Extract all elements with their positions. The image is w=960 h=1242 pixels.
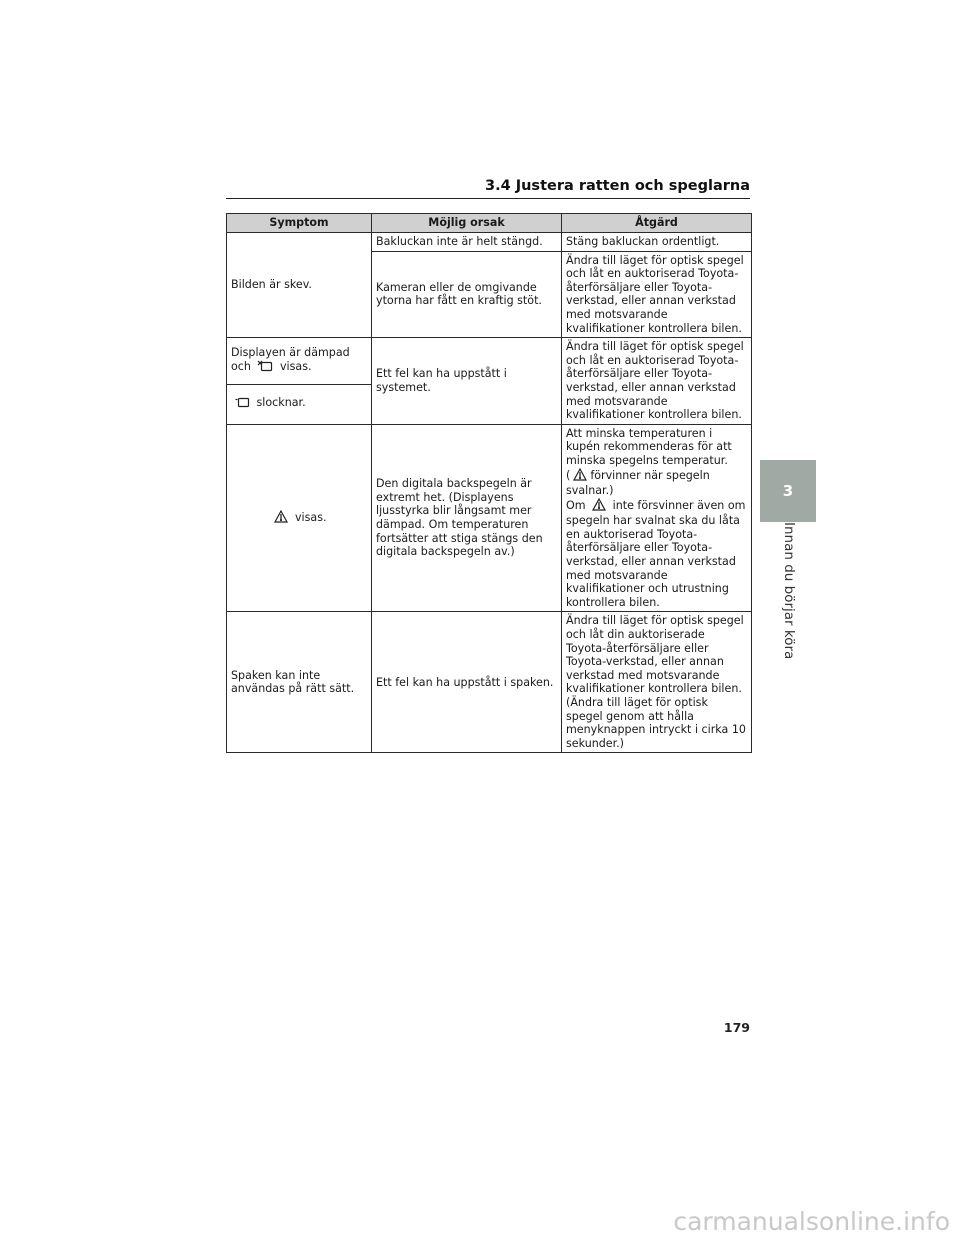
action-text: förvinner när spegeln svalnar.) <box>566 468 710 498</box>
high-temperature-warning-icon <box>274 510 288 527</box>
action-text: ( <box>566 468 571 482</box>
symptom-cell: Spaken kan inte användas på rätt sätt. <box>227 612 372 753</box>
chapter-side-label <box>760 522 816 660</box>
action-cell: Ändra till läget för optisk spegel och låt en auktoriserad Toyota-återförsäljare eller Toyota-verkstad, eller annan verkstad med motsvarande kvalifikationer kontrollera bilen. <box>562 338 752 425</box>
mirror-display-icon <box>234 396 250 412</box>
action-cell: Ändra till läget för optisk spegel och låt en auktoriserad Toyota-återförsäljare eller Toyota-verkstad, eller annan verkstad med motsvarande kvalifikationer kontrollera bilen. <box>562 251 752 338</box>
chapter-tab: 3 <box>760 460 816 522</box>
header-cause: Möjlig orsak <box>372 214 562 233</box>
cause-cell: Bakluckan inte är helt stängd. <box>372 233 562 252</box>
symptom-text: visas. <box>279 359 312 373</box>
section-divider <box>226 198 750 199</box>
symptom-cell <box>227 424 372 612</box>
high-temperature-warning-icon <box>592 498 606 515</box>
table-row <box>227 424 752 612</box>
troubleshooting-table <box>226 213 752 753</box>
action-text: Att minska temperaturen i kupén rekommenderas för att minska spegelns temperatur. <box>566 426 732 467</box>
watermark: carmanualsonline.info <box>673 1207 950 1236</box>
symptom-text: och <box>231 359 251 373</box>
action-text: inte försvinner även om spegeln har svalnat ska du låta en auktoriserad Toyota-återförsäljare eller Toyota-verkstad, eller annan verkstad med motsvarande kvalifikationer och utrustning kontrollera bilen. <box>566 498 746 609</box>
table-row <box>227 338 752 384</box>
header-symptom: Symptom <box>227 214 372 233</box>
cause-cell: Ett fel kan ha uppstått i systemet. <box>372 338 562 425</box>
symptom-text: Displayen är dämpad <box>231 346 350 360</box>
action-cell <box>562 424 752 612</box>
action-text: Om <box>566 498 586 512</box>
action-cell: Ändra till läget för optisk spegel och låt din auktoriserade Toyota-återförsäljare eller Toyota-verkstad, eller annan verkstad med motsvarande kvalifikationer kontrollera bilen. (Ändra till läget för optisk spegel genom att hålla menyknappen intryckt i cirka 10 sekunder.) <box>562 612 752 753</box>
cause-cell: Den digitala backspegeln är extremt het. (Displayens ljusstyrka blir långsamt mer dämpad. Om temperaturen fortsätter att stiga stängs den digitala backspegeln av.) <box>372 424 562 612</box>
section-title: 3.4 Justera ratten och speglarna <box>484 178 750 194</box>
page-number: 179 <box>723 1020 750 1035</box>
cause-cell: Ett fel kan ha uppstått i spaken. <box>372 612 562 753</box>
cause-cell: Kameran eller de omgivande ytorna har fått en kraftig stöt. <box>372 251 562 338</box>
table-row <box>227 233 752 252</box>
high-temperature-warning-icon <box>573 468 587 485</box>
symptom-cell: Bilden är skev. <box>227 233 372 338</box>
symptom-text: visas. <box>294 510 327 524</box>
symptom-cell <box>227 338 372 384</box>
symptom-cell <box>227 384 372 424</box>
action-cell: Stäng bakluckan ordentligt. <box>562 233 752 252</box>
header-action: Åtgärd <box>562 214 752 233</box>
symptom-text: slocknar. <box>256 396 306 410</box>
table-header-row <box>227 214 752 233</box>
mirror-camera-warning-icon <box>257 360 273 376</box>
chapter-side-label-text: Innan du börjar köra <box>781 522 797 660</box>
table-row <box>227 612 752 753</box>
